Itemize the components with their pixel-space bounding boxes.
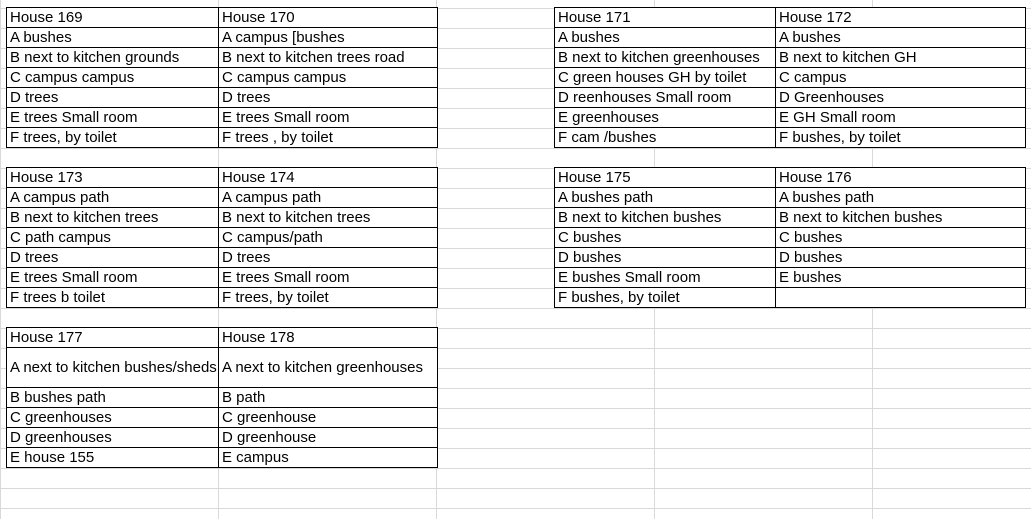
table-cell[interactable]: D bushes	[555, 248, 776, 268]
table-row	[7, 428, 438, 448]
table-cell[interactable]: D greenhouse	[219, 428, 438, 448]
table-cell[interactable]: E campus	[219, 448, 438, 468]
table-cell[interactable]: F trees, by toilet	[219, 288, 438, 308]
table-row	[7, 448, 438, 468]
table-cell[interactable]: C campus/path	[219, 228, 438, 248]
house-header-cell[interactable]: House 171	[555, 8, 776, 28]
house-table-171-172	[554, 7, 1026, 148]
table-row	[555, 248, 1026, 268]
table-cell[interactable]: A next to kitchen greenhouses	[219, 348, 438, 388]
table-cell[interactable]: F bushes, by toilet	[555, 288, 776, 308]
table-cell[interactable]: A campus [bushes	[219, 28, 438, 48]
table-row	[7, 28, 438, 48]
table-cell[interactable]: B next to kitchen grounds	[7, 48, 219, 68]
table-row	[555, 228, 1026, 248]
table-row	[555, 68, 1026, 88]
table-cell[interactable]: B path	[219, 388, 438, 408]
house-table-177-178	[6, 327, 438, 468]
house-header-cell[interactable]: House 172	[776, 8, 1026, 28]
table-cell[interactable]: B next to kitchen bushes	[776, 208, 1026, 228]
table-cell[interactable]: B next to kitchen trees road	[219, 48, 438, 68]
house-header-cell[interactable]: House 169	[7, 8, 219, 28]
table-row	[7, 88, 438, 108]
table-row	[555, 188, 1026, 208]
table-row	[7, 408, 438, 428]
table-cell[interactable]: B next to kitchen bushes	[555, 208, 776, 228]
table-row	[7, 228, 438, 248]
table-cell[interactable]: E house 155	[7, 448, 219, 468]
house-header-cell[interactable]: House 177	[7, 328, 219, 348]
house-table-173-174	[6, 167, 438, 308]
table-row	[555, 88, 1026, 108]
table-cell[interactable]: E trees Small room	[7, 268, 219, 288]
table-row	[7, 188, 438, 208]
table-cell[interactable]: E trees Small room	[219, 108, 438, 128]
table-cell[interactable]: B next to kitchen greenhouses	[555, 48, 776, 68]
table-row	[7, 108, 438, 128]
table-cell[interactable]: A bushes path	[776, 188, 1026, 208]
house-header-cell[interactable]: House 178	[219, 328, 438, 348]
table-cell[interactable]: D bushes	[776, 248, 1026, 268]
table-cell[interactable]: B next to kitchen GH	[776, 48, 1026, 68]
table-cell[interactable]: C campus campus	[219, 68, 438, 88]
house-header-cell[interactable]: House 175	[555, 168, 776, 188]
table-cell[interactable]: D reenhouses Small room	[555, 88, 776, 108]
house-table-169-170	[6, 7, 438, 148]
table-row	[555, 268, 1026, 288]
table-row	[7, 268, 438, 288]
table-cell[interactable]: F cam /bushes	[555, 128, 776, 148]
table-cell[interactable]: B next to kitchen trees	[7, 208, 219, 228]
table-cell[interactable]: C green houses GH by toilet	[555, 68, 776, 88]
table-cell[interactable]: A bushes	[776, 28, 1026, 48]
table-row	[7, 248, 438, 268]
table-cell[interactable]: C path campus	[7, 228, 219, 248]
table-row	[7, 68, 438, 88]
table-cell[interactable]: A bushes	[7, 28, 219, 48]
table-cell[interactable]: C campus campus	[7, 68, 219, 88]
table-row	[7, 48, 438, 68]
table-cell[interactable]: A bushes	[555, 28, 776, 48]
table-cell[interactable]: E greenhouses	[555, 108, 776, 128]
table-cell[interactable]: D trees	[219, 248, 438, 268]
table-cell[interactable]: A campus path	[219, 188, 438, 208]
table-row	[7, 388, 438, 408]
table-cell[interactable]: E bushes Small room	[555, 268, 776, 288]
table-row	[7, 348, 438, 388]
table-row	[555, 28, 1026, 48]
house-header-cell[interactable]: House 170	[219, 8, 438, 28]
table-cell[interactable]: B next to kitchen trees	[219, 208, 438, 228]
table-cell[interactable]: F trees , by toilet	[219, 128, 438, 148]
table-cell[interactable]: F bushes, by toilet	[776, 128, 1026, 148]
table-cell[interactable]: E bushes	[776, 268, 1026, 288]
table-cell[interactable]: B bushes path	[7, 388, 219, 408]
table-cell[interactable]: C greenhouses	[7, 408, 219, 428]
table-row	[7, 328, 438, 348]
table-cell[interactable]: C campus	[776, 68, 1026, 88]
house-header-cell[interactable]: House 176	[776, 168, 1026, 188]
table-cell[interactable]: E trees Small room	[219, 268, 438, 288]
table-cell[interactable]: F trees, by toilet	[7, 128, 219, 148]
table-cell[interactable]: C bushes	[555, 228, 776, 248]
table-cell[interactable]: D trees	[7, 88, 219, 108]
table-row	[7, 168, 438, 188]
empty-cell[interactable]	[776, 288, 1026, 308]
table-cell[interactable]: C greenhouse	[219, 408, 438, 428]
table-row	[555, 48, 1026, 68]
table-row	[555, 128, 1026, 148]
table-cell[interactable]: A next to kitchen bushes/sheds	[7, 348, 219, 388]
table-cell[interactable]: D greenhouses	[7, 428, 219, 448]
table-row	[555, 168, 1026, 188]
table-row	[7, 128, 438, 148]
table-cell[interactable]: A campus path	[7, 188, 219, 208]
table-cell[interactable]: D trees	[219, 88, 438, 108]
table-row	[555, 288, 1026, 308]
table-row	[7, 288, 438, 308]
table-row	[555, 108, 1026, 128]
table-row	[555, 208, 1026, 228]
table-cell[interactable]: D Greenhouses	[776, 88, 1026, 108]
table-cell[interactable]: E GH Small room	[776, 108, 1026, 128]
table-row	[7, 8, 438, 28]
table-cell[interactable]: C bushes	[776, 228, 1026, 248]
table-row	[555, 8, 1026, 28]
table-cell[interactable]: E trees Small room	[7, 108, 219, 128]
table-cell[interactable]: A bushes path	[555, 188, 776, 208]
house-table-175-176	[554, 167, 1026, 308]
house-header-cell[interactable]: House 174	[219, 168, 438, 188]
table-cell[interactable]: F trees b toilet	[7, 288, 219, 308]
table-cell[interactable]: D trees	[7, 248, 219, 268]
table-row	[7, 208, 438, 228]
house-header-cell[interactable]: House 173	[7, 168, 219, 188]
